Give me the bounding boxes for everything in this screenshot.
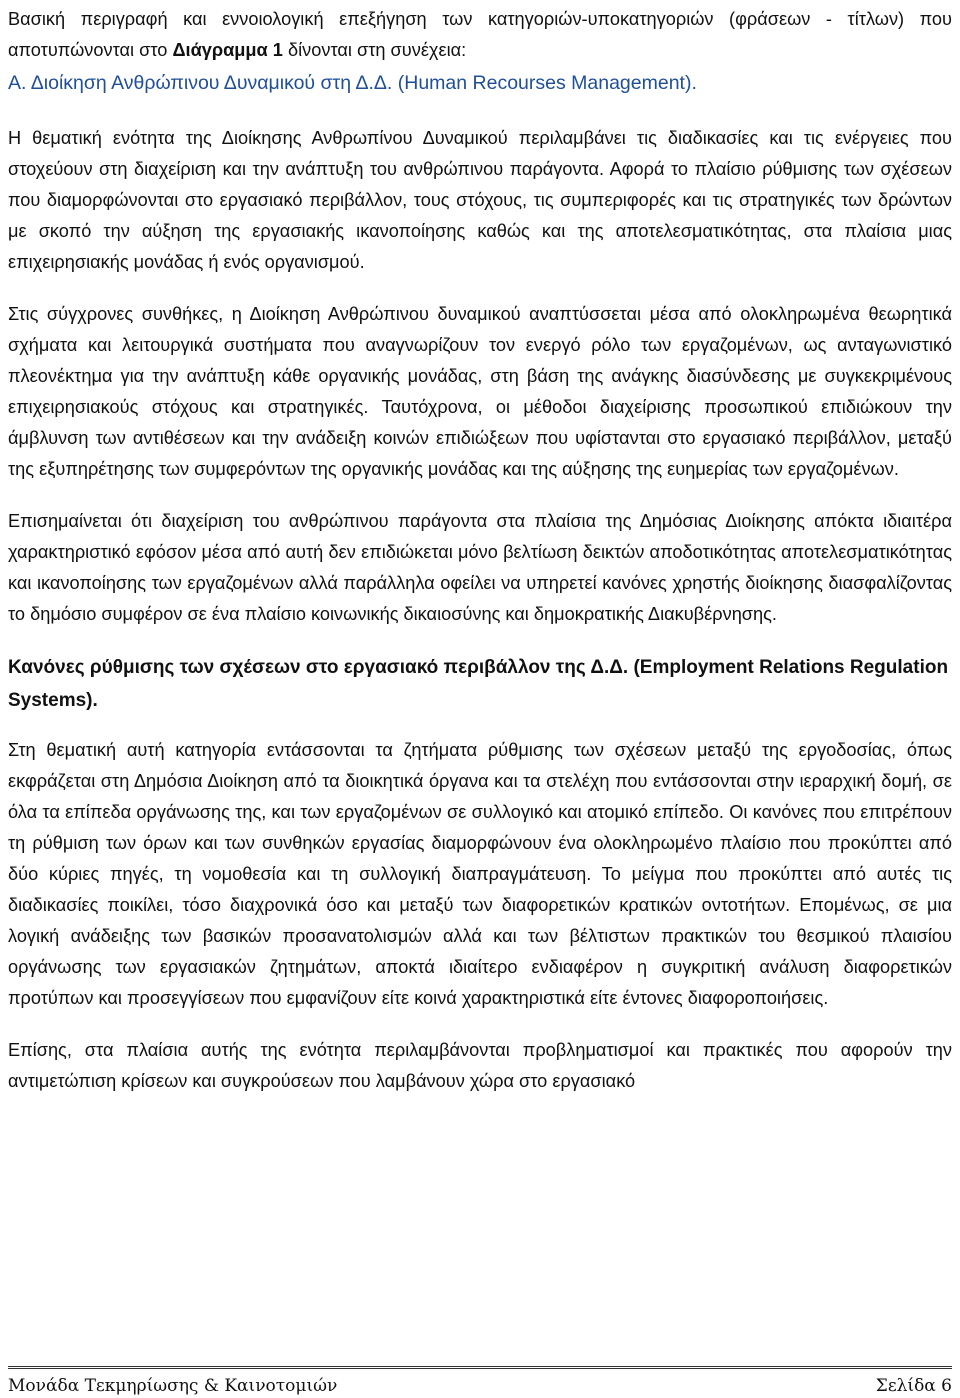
footer-page-number: Σελίδα 6 bbox=[875, 1376, 952, 1396]
diagram-reference: Διάγραμμα 1 bbox=[172, 40, 283, 60]
intro-paragraph bbox=[8, 4, 952, 66]
intro-text: Βασική περιγραφή και εννοιολογική επεξήγηση των κατηγοριών-υποκατηγοριών (φράσεων - τίτλων) που αποτυπώνονται στο bbox=[8, 9, 952, 60]
page-footer bbox=[8, 1366, 952, 1397]
paragraph-crisis-management: Επίσης, στα πλαίσια αυτής της ενότητα περιλαμβάνονται προβληματισμοί και πρακτικές που αφορούν την αντιμετώπιση κρίσεων και συγκρούσεων που λαμβάνουν χώρα στο εργασιακό bbox=[8, 1040, 952, 1091]
paragraph-employment-relations: Στη θεματική αυτή κατηγορία εντάσσονται τα ζητήματα ρύθμισης των σχέσεων μεταξύ της εργοδοσίας, όπως εκφράζεται στη Δημόσια Διοίκηση από τα διοικητικά όργανα και τα στελέχη που εντάσσονται στην ιεραρχική δομή, σε όλα τα επίπεδα οργάνωσης της, και των εργαζομένων σε συλλογικό και ατομικό επίπεδο. Οι κανόνες που επιτρέπουν τη ρύθμιση των όρων και των συνθηκών εργασίας διαμορφώνουν ένα ολοκληρωμένο πλαίσιο που προκύπτει από δύο κύριες πηγές, τη νομοθεσία και τη συλλογική διαπραγμάτευση. Το μείγμα που προκύπτει από αυτές τις διαδικασίες ποικίλει, τόσο διαχρονικά όσο και μεταξύ των διαφορετικών κρατικών οντοτήτων. Επομένως, σε μια λογική ανάδειξης των βασικών προσανατολισμών αλλά και των βέλτιστων πρακτικών του θεσμικού πλαισίου οργάνωσης των εργασιακών ζητημάτων, αποκτά ιδιαίτερο ενδιαφέρον η συγκριτική ανάλυση διαφορετικών προτύπων και προσεγγίσεων που εμφανίζουν είτε κοινά χαρακτηριστικά είτε έντονες διαφοροποιήσεις. bbox=[8, 740, 952, 1008]
paragraph-public-admin: Επισημαίνεται ότι διαχείριση του ανθρώπινου παράγοντα στα πλαίσια της Δημόσιας Διοίκησης απόκτα ιδιαιτέρα χαρακτηριστικό εφόσον μέσα από αυτή δεν επιδιώκεται μόνο βελτίωση δεικτών αποδοτικότητας αποτελεσματικότητας και ικανοποίησης των εργαζομένων αλλά παράλληλα οφείλει να υπηρετεί κανόνες χρηστής διοίκησης διασφαλίζοντας το δημόσιο συμφέρον σε ένα πλαίσιο κοινωνικής δικαιοσύνης και δημοκρατικής Διακυβέρνησης. bbox=[8, 511, 952, 624]
document-page bbox=[8, 0, 952, 1398]
intro-text-end: δίνονται στη συνέχεια: bbox=[282, 40, 467, 60]
section-b-heading: Κανόνες ρύθμισης των σχέσεων στο εργασιακό περιβάλλον της Δ.Δ. (Employment Relations Regulation Systems). bbox=[8, 657, 949, 711]
paragraph-hrm-modern: Στις σύγχρονες συνθήκες, η Διοίκηση Ανθρώπινου δυναμικού αναπτύσσεται μέσα από ολοκληρωμένα θεωρητικά σχήματα και λειτουργικά συστήματα που αναγνωρίζουν τον ενεργό ρόλο των εργαζομένων, ως ανταγωνιστικό πλεονέκτημα για την ανάπτυξη κάθε οργανικής μονάδας, στη βάση της ανάγκης διασύνδεσης με συγκεκριμένους επιχειρησιακούς στόχους και στρατηγικές. Ταυτόχρονα, οι μέθοδοι διαχείρισης προσωπικού επιδιώκουν την άμβλυνση των αντιθέσεων και την ανάδειξη κοινών επιδιώξεων που υφίστανται στο εργασιακό περιβάλλον, μεταξύ της εξυπηρέτησης των συμφερόντων της οργανικής μονάδας και της αύξησης της ευημερίας των εργαζομένων. bbox=[8, 304, 952, 479]
document-body bbox=[8, 4, 952, 1097]
footer-unit-name: Μονάδα Τεκμηρίωσης & Καινοτομιών bbox=[8, 1376, 338, 1396]
paragraph-hrm-definition: Η θεματική ενότητα της Διοίκησης Ανθρωπίνου Δυναμικού περιλαμβάνει τις διαδικασίες και τις ενέργειες που στοχεύουν στη διαχείριση και την ανάπτυξη του ανθρώπινου παράγοντα. Αφορά το πλαίσιο ρύθμισης των σχέσεων που διαμορφώνονται στο εργασιακό περιβάλλον, τους στόχους, τις συμπεριφορές και τις στρατηγικές των δρώντων με σκοπό την αύξηση της εργασιακής ικανοποίησης καθώς και της αποτελεσματικότητας, στα πλαίσια μιας επιχειρησιακής μονάδας ή ενός οργανισμού. bbox=[8, 128, 952, 272]
section-a-heading: Α. Διοίκηση Ανθρώπινου Δυναμικού στη Δ.Δ. (Human Recourses Management). bbox=[8, 72, 697, 94]
